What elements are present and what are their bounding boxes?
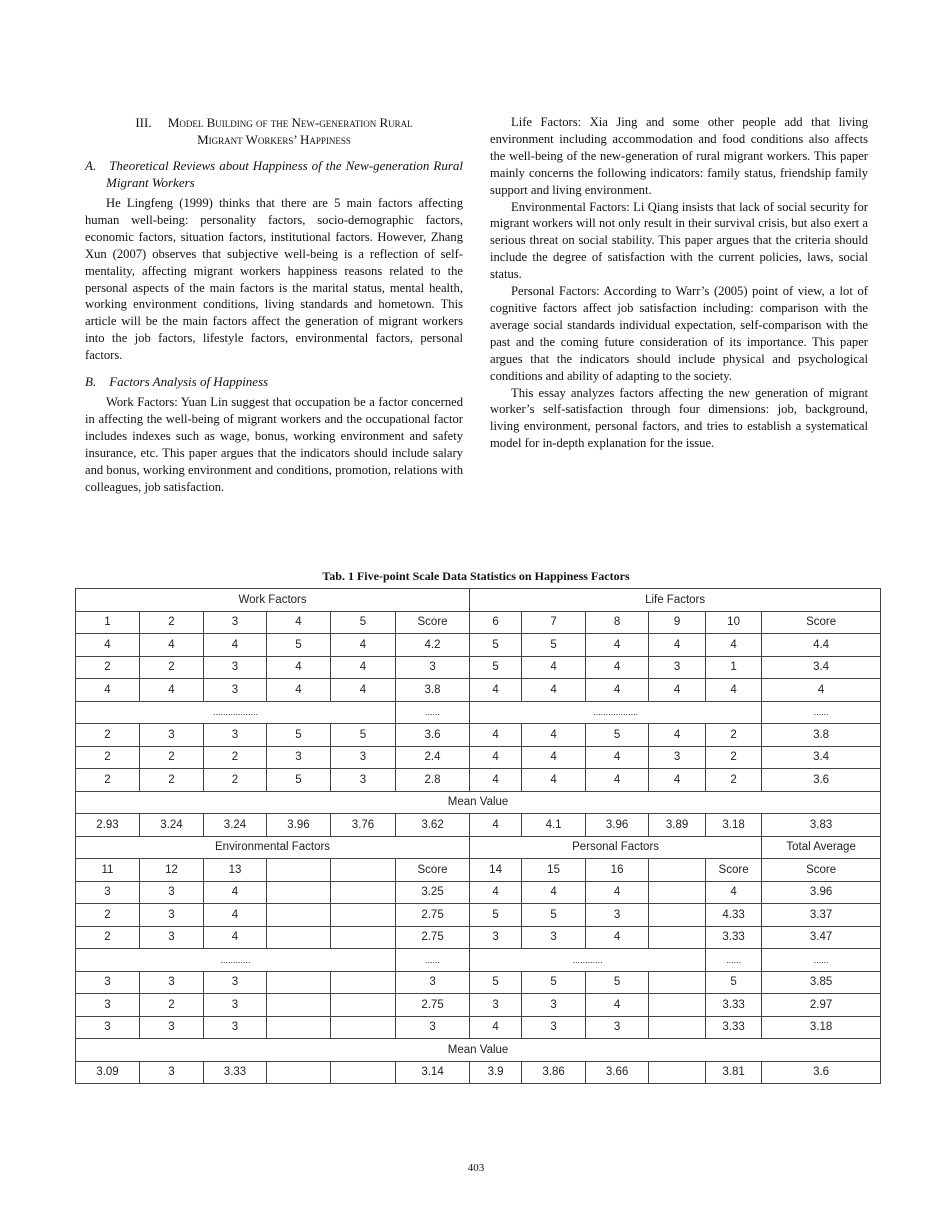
table-cell: 3 xyxy=(470,994,522,1017)
column-label: 3 xyxy=(204,611,267,634)
ellipsis-cell: ...... xyxy=(396,949,470,972)
table-cell: 4 xyxy=(470,881,522,904)
table-cell: 4 xyxy=(140,634,204,657)
mean-cell xyxy=(649,1061,706,1084)
table-cell: 3.37 xyxy=(762,904,881,927)
column-label: 2 xyxy=(140,611,204,634)
subsection-a-heading: A. Theoretical Reviews about Happiness of the New-generation Rural Migrant Workers xyxy=(85,158,463,190)
table-cell: 4.2 xyxy=(396,634,470,657)
table-cell: 4.4 xyxy=(762,634,881,657)
column-label: 7 xyxy=(522,611,586,634)
group-header-row xyxy=(76,589,881,612)
table-cell: 2.75 xyxy=(396,994,470,1017)
table-cell xyxy=(267,881,331,904)
table-cell: 3 xyxy=(522,1016,586,1039)
table-cell: 5 xyxy=(331,724,396,747)
table-cell: 4 xyxy=(204,926,267,949)
table-cell: 3 xyxy=(396,971,470,994)
table-cell: 4 xyxy=(204,881,267,904)
column-label: 8 xyxy=(586,611,649,634)
paragraph: This essay analyzes factors affecting the new generation of migrant worker’s self-satisfaction through four dimensions: job, background, living environment, personal factors, and tries to establish a systematical model for in-depth explanation for the issue. xyxy=(490,385,868,451)
table-cell: 2.75 xyxy=(396,926,470,949)
table-cell: 5 xyxy=(267,724,331,747)
ellipsis-cell: ...... xyxy=(706,949,762,972)
table-cell: 4 xyxy=(649,634,706,657)
table-cell: 4 xyxy=(649,679,706,702)
table-cell: 4 xyxy=(586,679,649,702)
ellipsis-row xyxy=(76,949,881,972)
right-column xyxy=(490,114,868,452)
table-cell: 2.4 xyxy=(396,746,470,769)
table-cell: 4 xyxy=(586,656,649,679)
table-cell: 3 xyxy=(76,971,140,994)
mean-cell: 3.18 xyxy=(706,814,762,837)
column-label: 12 xyxy=(140,859,204,882)
paragraph: Life Factors: Xia Jing and some other people add that living environment including accommodation and food conditions also affects the well-being of the new-generation of rural migrant workers. This paper mainly concerns the following indicators: family status, friendship family support and living environment. xyxy=(490,115,868,197)
table-cell: 4 xyxy=(706,679,762,702)
ellipsis-cell: ............ xyxy=(470,949,706,972)
table-cell: 4 xyxy=(586,994,649,1017)
table-cell: 3 xyxy=(331,769,396,792)
table-cell xyxy=(267,926,331,949)
table-cell: 3 xyxy=(76,1016,140,1039)
table-cell: 4 xyxy=(649,769,706,792)
table-cell xyxy=(267,904,331,927)
column-label-row xyxy=(76,611,881,634)
paragraph: Work Factors: Yuan Lin suggest that occupation be a factor concerned in affecting the well-being of migrant workers and the occupational factor includes indexes such as wage, bonus, working environment and safety insurance, etc. This paper argues that the indicators should include salary and bonus, working environment and conditions, promotion, relations with colleagues, job satisfaction. xyxy=(85,395,463,494)
ellipsis-cell: ...... xyxy=(396,701,470,724)
table-cell: 3.47 xyxy=(762,926,881,949)
table-cell xyxy=(331,1016,396,1039)
column-label: 13 xyxy=(204,859,267,882)
table-cell: 4 xyxy=(586,769,649,792)
table-cell: 2 xyxy=(204,746,267,769)
mean-cell: 3.96 xyxy=(267,814,331,837)
mean-label-row xyxy=(76,1039,881,1062)
column-label xyxy=(267,859,331,882)
column-label xyxy=(331,859,396,882)
table-row xyxy=(76,881,881,904)
table-cell xyxy=(331,994,396,1017)
mean-cell: 3.83 xyxy=(762,814,881,837)
table-cell: 3.33 xyxy=(706,994,762,1017)
left-column xyxy=(85,114,463,496)
mean-row xyxy=(76,1061,881,1084)
table-cell: 2 xyxy=(76,656,140,679)
paragraph: Personal Factors: According to Warr’s (2005) point of view, a lot of cognitive factors affect job satisfaction including: comparison with the average social standards individual expectation, self-comparison with the past and the coming future consideration of its importance. This paper argues that the indicators should include physical and psychological conditions and ability of adapting to the society. xyxy=(490,284,868,383)
table-cell: 5 xyxy=(522,971,586,994)
table-cell: 3 xyxy=(204,971,267,994)
column-label xyxy=(649,859,706,882)
table-cell xyxy=(649,971,706,994)
table-cell: 3.85 xyxy=(762,971,881,994)
table-cell: 2 xyxy=(140,656,204,679)
mean-row xyxy=(76,814,881,837)
table-cell: 5 xyxy=(470,904,522,927)
table-cell: 3 xyxy=(140,724,204,747)
column-label: 14 xyxy=(470,859,522,882)
table-cell: 4 xyxy=(76,634,140,657)
table-cell: 3 xyxy=(204,1016,267,1039)
table-cell: 5 xyxy=(470,656,522,679)
table-cell: 2 xyxy=(76,746,140,769)
group-header: Life Factors xyxy=(470,589,881,612)
paragraph: He Lingfeng (1999) thinks that there are 5 main factors affecting human well-being: personality factors, socio-demographic factors, economic factors, situation factors, institutional factors. However, Zhang Xun (2007) observes that subjective well-being is a reflection of self-mentality, affecting migrant workers happiness reasons related to the personal aspects of the main factors is the marital status, mental health, working environment conditions, living standards and hometown. This article will be the main factors affect the generation of migrant workers into the job factors, lifestyle factors, environmental factors, personal factors. xyxy=(85,196,463,363)
column-label: Score xyxy=(706,859,762,882)
mean-cell: 3.89 xyxy=(649,814,706,837)
table-cell: 3 xyxy=(649,656,706,679)
table-row xyxy=(76,769,881,792)
table-cell: 4 xyxy=(470,679,522,702)
table-cell: 3 xyxy=(522,926,586,949)
table-cell: 4 xyxy=(470,1016,522,1039)
table-cell: 2 xyxy=(706,769,762,792)
column-label: 5 xyxy=(331,611,396,634)
table-cell: 3 xyxy=(522,994,586,1017)
table-row xyxy=(76,994,881,1017)
table-cell: 5 xyxy=(706,971,762,994)
mean-cell: 3 xyxy=(140,1061,204,1084)
table-cell: 3 xyxy=(140,1016,204,1039)
table-cell: 4 xyxy=(267,656,331,679)
column-label: 9 xyxy=(649,611,706,634)
table-cell: 4 xyxy=(522,679,586,702)
table-cell: 3.8 xyxy=(762,724,881,747)
table-cell: 5 xyxy=(267,634,331,657)
table-cell: 4 xyxy=(204,634,267,657)
table-cell: 3 xyxy=(204,994,267,1017)
table-cell xyxy=(331,926,396,949)
ellipsis-cell: ...... xyxy=(762,949,881,972)
table-cell xyxy=(267,971,331,994)
table-cell: 5 xyxy=(586,724,649,747)
ellipsis-cell: .................. xyxy=(470,701,762,724)
mean-label-row xyxy=(76,791,881,814)
ellipsis-cell: ...... xyxy=(762,701,881,724)
table-caption: Tab. 1 Five-point Scale Data Statistics on Happiness Factors xyxy=(322,569,630,583)
column-label: 4 xyxy=(267,611,331,634)
table-cell: 3 xyxy=(586,1016,649,1039)
mean-cell: 3.86 xyxy=(522,1061,586,1084)
mean-cell: 4.1 xyxy=(522,814,586,837)
mean-cell: 3.96 xyxy=(586,814,649,837)
table-cell: 4 xyxy=(522,724,586,747)
mean-cell: 3.66 xyxy=(586,1061,649,1084)
table-cell: 4 xyxy=(331,656,396,679)
mean-cell: 2.93 xyxy=(76,814,140,837)
mean-cell: 3.24 xyxy=(140,814,204,837)
group-header: Total Average xyxy=(762,836,881,859)
table-cell: 2.75 xyxy=(396,904,470,927)
table-cell: 3.8 xyxy=(396,679,470,702)
column-label: Score xyxy=(396,859,470,882)
column-label: 11 xyxy=(76,859,140,882)
ellipsis-cell: .................. xyxy=(76,701,396,724)
mean-value-label: Mean Value xyxy=(76,1039,881,1062)
happiness-factors-table xyxy=(75,588,881,1084)
mean-cell xyxy=(331,1061,396,1084)
table-cell: 4 xyxy=(522,746,586,769)
column-label: 10 xyxy=(706,611,762,634)
table-cell: 2 xyxy=(140,769,204,792)
table-cell: 4 xyxy=(649,724,706,747)
table-cell: 3 xyxy=(267,746,331,769)
column-label: 16 xyxy=(586,859,649,882)
ellipsis-cell: ............ xyxy=(76,949,396,972)
table-cell: 4 xyxy=(586,634,649,657)
column-label: Score xyxy=(762,611,881,634)
column-label: 6 xyxy=(470,611,522,634)
mean-cell xyxy=(267,1061,331,1084)
table-cell: 3 xyxy=(76,881,140,904)
table-cell: 3.33 xyxy=(706,926,762,949)
table-cell: 2.8 xyxy=(396,769,470,792)
group-header: Environmental Factors xyxy=(76,836,470,859)
table-cell: 3 xyxy=(140,881,204,904)
table-cell: 3 xyxy=(204,679,267,702)
table-cell: 3 xyxy=(396,656,470,679)
table-cell: 4.33 xyxy=(706,904,762,927)
column-label: Score xyxy=(762,859,881,882)
table-cell: 4 xyxy=(706,881,762,904)
table-cell: 4 xyxy=(331,679,396,702)
table-cell: 4 xyxy=(706,634,762,657)
table-cell: 3.4 xyxy=(762,746,881,769)
mean-cell: 3.9 xyxy=(470,1061,522,1084)
table-cell: 3.96 xyxy=(762,881,881,904)
table-cell: 4 xyxy=(522,881,586,904)
table-cell xyxy=(649,994,706,1017)
table-cell: 3.4 xyxy=(762,656,881,679)
table-cell: 4 xyxy=(522,769,586,792)
table-cell: 2.97 xyxy=(762,994,881,1017)
table-row xyxy=(76,1016,881,1039)
table-cell: 4 xyxy=(470,769,522,792)
table-cell: 1 xyxy=(706,656,762,679)
table-cell: 2 xyxy=(76,926,140,949)
table-cell: 3 xyxy=(331,746,396,769)
mean-cell: 3.62 xyxy=(396,814,470,837)
mean-cell: 3.24 xyxy=(204,814,267,837)
column-label: 15 xyxy=(522,859,586,882)
table-cell: 2 xyxy=(76,904,140,927)
page-number: 403 xyxy=(467,1162,485,1174)
section-title: III. Model Building of the New-generation Rural Migrant Workers’ Happiness xyxy=(135,115,413,147)
table-cell: 4 xyxy=(204,904,267,927)
table-cell: 4 xyxy=(586,746,649,769)
table-cell: 2 xyxy=(76,769,140,792)
table-cell: 4 xyxy=(762,679,881,702)
paragraph: Environmental Factors: Li Qiang insists that lack of social security for migrant workers will not only result in their survival crisis, but also exert a serious threat on social stability. This paper argues that the criteria should include the degree of satisfaction with the current policies, laws, social status. xyxy=(490,199,868,282)
table-cell xyxy=(267,1016,331,1039)
mean-cell: 3.14 xyxy=(396,1061,470,1084)
table-cell: 2 xyxy=(140,746,204,769)
table-cell xyxy=(331,904,396,927)
mean-cell: 3.33 xyxy=(204,1061,267,1084)
table-cell: 2 xyxy=(204,769,267,792)
table-cell: 5 xyxy=(586,971,649,994)
table-cell: 4 xyxy=(267,679,331,702)
table-cell: 3.25 xyxy=(396,881,470,904)
table-cell: 4 xyxy=(586,881,649,904)
table-cell: 4 xyxy=(586,926,649,949)
column-label: Score xyxy=(396,611,470,634)
group-header: Personal Factors xyxy=(470,836,762,859)
table-row xyxy=(76,926,881,949)
table-cell xyxy=(649,1016,706,1039)
ellipsis-row xyxy=(76,701,881,724)
mean-value-label: Mean Value xyxy=(76,791,881,814)
table-cell xyxy=(649,904,706,927)
group-header-row xyxy=(76,836,881,859)
table-row xyxy=(76,904,881,927)
table-cell: 5 xyxy=(522,904,586,927)
table-cell: 4 xyxy=(470,746,522,769)
table-cell: 3 xyxy=(396,1016,470,1039)
table-cell: 3 xyxy=(140,926,204,949)
table-cell: 3 xyxy=(140,971,204,994)
table-cell xyxy=(649,881,706,904)
column-label: 1 xyxy=(76,611,140,634)
table-cell: 4 xyxy=(522,656,586,679)
table-cell: 4 xyxy=(140,679,204,702)
table-cell: 3.6 xyxy=(396,724,470,747)
table-cell: 3 xyxy=(204,724,267,747)
table-row xyxy=(76,971,881,994)
table-cell xyxy=(331,971,396,994)
table-cell xyxy=(267,994,331,1017)
table-row xyxy=(76,656,881,679)
table-cell: 3 xyxy=(76,994,140,1017)
table-cell: 3.18 xyxy=(762,1016,881,1039)
table-cell: 3.6 xyxy=(762,769,881,792)
mean-cell: 3.09 xyxy=(76,1061,140,1084)
table-cell: 5 xyxy=(470,971,522,994)
table-row xyxy=(76,746,881,769)
table-cell: 4 xyxy=(470,724,522,747)
mean-cell: 3.6 xyxy=(762,1061,881,1084)
table-row xyxy=(76,634,881,657)
table-cell: 2 xyxy=(706,746,762,769)
table-cell: 5 xyxy=(470,634,522,657)
subsection-b-heading: B. Factors Analysis of Happiness xyxy=(85,374,269,390)
group-header: Work Factors xyxy=(76,589,470,612)
table-cell: 3 xyxy=(586,904,649,927)
table-cell: 4 xyxy=(331,634,396,657)
table-cell: 4 xyxy=(76,679,140,702)
table-cell: 3.33 xyxy=(706,1016,762,1039)
table-cell: 5 xyxy=(267,769,331,792)
table-row xyxy=(76,679,881,702)
table-cell: 3 xyxy=(470,926,522,949)
table-cell: 2 xyxy=(140,994,204,1017)
table-cell: 2 xyxy=(76,724,140,747)
table-cell: 5 xyxy=(522,634,586,657)
table-cell: 3 xyxy=(140,904,204,927)
mean-cell: 3.76 xyxy=(331,814,396,837)
mean-cell: 4 xyxy=(470,814,522,837)
table-cell: 3 xyxy=(649,746,706,769)
table-cell: 3 xyxy=(204,656,267,679)
table-cell xyxy=(331,881,396,904)
table-row xyxy=(76,724,881,747)
column-label-row xyxy=(76,859,881,882)
table-cell: 2 xyxy=(706,724,762,747)
table-cell xyxy=(649,926,706,949)
mean-cell: 3.81 xyxy=(706,1061,762,1084)
